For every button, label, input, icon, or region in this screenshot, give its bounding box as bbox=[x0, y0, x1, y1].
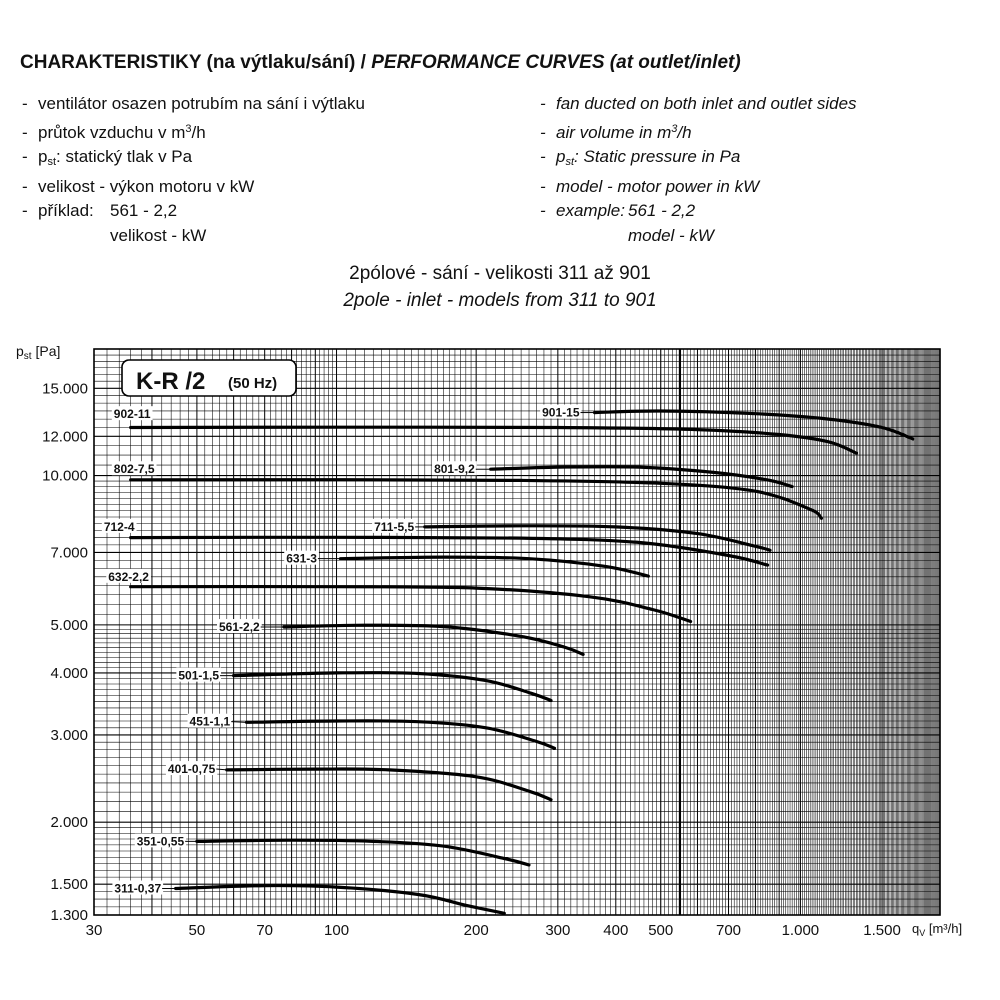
note-row: model - kW bbox=[628, 225, 714, 245]
x-tick-label: 100 bbox=[324, 922, 350, 939]
x-tick-label: 400 bbox=[603, 922, 629, 939]
note-row: velikost - kW bbox=[110, 225, 207, 245]
note-row: - example: 561 - 2,2 bbox=[540, 201, 696, 220]
x-axis-label: $q_V$ [m³/h] bbox=[912, 921, 963, 938]
note-row: - pst: Static pressure in Pa bbox=[540, 147, 741, 168]
series-label: 401-0,75 bbox=[167, 762, 216, 777]
chart-badge-title: K-R /2 bbox=[136, 368, 206, 395]
y-tick-label: 4.000 bbox=[50, 664, 88, 682]
series-label: 901-15 bbox=[542, 405, 580, 420]
x-tick-label: 1.500 bbox=[863, 922, 901, 939]
y-tick-label: 5.000 bbox=[50, 616, 88, 634]
series-label: 902-11 bbox=[113, 407, 151, 422]
x-tick-label: 70 bbox=[256, 922, 274, 939]
series-label: 801-9,2 bbox=[434, 462, 475, 477]
series-label: 351-0,55 bbox=[136, 834, 185, 849]
y-tick-label: 12.000 bbox=[42, 428, 88, 446]
note-row: - model - motor power in kW bbox=[540, 176, 760, 196]
notes-czech bbox=[22, 92, 365, 248]
label-leader bbox=[216, 769, 227, 770]
note-row: - průtok vzduchu v $m^3/h$ bbox=[22, 122, 206, 142]
series-label: 501-1,5 bbox=[178, 668, 220, 683]
note-row: - fan ducted on both inlet and outlet sides bbox=[540, 94, 857, 113]
series-label: 631-3 bbox=[286, 551, 317, 566]
series-label: 711-5,5 bbox=[374, 519, 415, 534]
y-tick-label: 10.000 bbox=[42, 467, 88, 485]
series-label: 802-7,5 bbox=[113, 462, 155, 477]
performance-chart bbox=[0, 330, 1000, 1000]
series-line bbox=[227, 769, 551, 800]
x-tick-label: 50 bbox=[188, 922, 206, 939]
x-tick-label: 500 bbox=[648, 922, 674, 939]
series-line bbox=[284, 625, 583, 654]
chart-subtitle-czech: 2pólové - sání - velikosti 311 až 901 bbox=[349, 263, 651, 284]
series-line bbox=[341, 557, 649, 576]
chart-subtitle-english: 2pole - inlet - models from 311 to 901 bbox=[343, 290, 657, 311]
y-tick-label: 2.000 bbox=[50, 814, 88, 832]
x-tick-label: 700 bbox=[716, 922, 742, 939]
label-leader bbox=[231, 722, 246, 723]
y-tick-label: 1.500 bbox=[50, 876, 88, 894]
note-row: - pst: statický tlak v Pa bbox=[22, 147, 193, 168]
y-tick-label: 15.000 bbox=[42, 380, 88, 398]
series-label: 451-1,1 bbox=[189, 714, 231, 729]
note-row: - air volume in $m^3/h$ bbox=[540, 122, 692, 142]
x-tick-label: 300 bbox=[545, 922, 571, 939]
note-row: - příklad: 561 - 2,2 bbox=[22, 201, 178, 220]
page-title: CHARAKTERISTIKY (na výtlaku/sání) / PERFORMANCE CURVES (at outlet/inlet) bbox=[20, 52, 741, 73]
chart-badge-subtitle: (50 Hz) bbox=[228, 375, 278, 392]
y-tick-label: 1.300 bbox=[50, 907, 88, 924]
x-tick-label: 200 bbox=[463, 922, 489, 939]
y-tick-label: 3.000 bbox=[50, 726, 88, 744]
series-label: 561-2,2 bbox=[219, 620, 260, 635]
x-tick-label: 30 bbox=[85, 922, 103, 939]
y-tick-label: 7.000 bbox=[50, 544, 88, 562]
x-tick-label: 1.000 bbox=[781, 922, 820, 939]
series-label: 632-2,2 bbox=[108, 569, 149, 584]
series-line bbox=[131, 587, 691, 622]
notes-english bbox=[540, 92, 857, 248]
note-row: - velikost - výkon motoru v kW bbox=[22, 176, 255, 196]
series-label: 712-4 bbox=[103, 519, 135, 534]
y-axis-label: $p_{st}$ [Pa] bbox=[16, 343, 61, 362]
series-label: 311-0,37 bbox=[114, 881, 162, 896]
note-row: - ventilátor osazen potrubím na sání i výtlaku bbox=[22, 94, 365, 113]
